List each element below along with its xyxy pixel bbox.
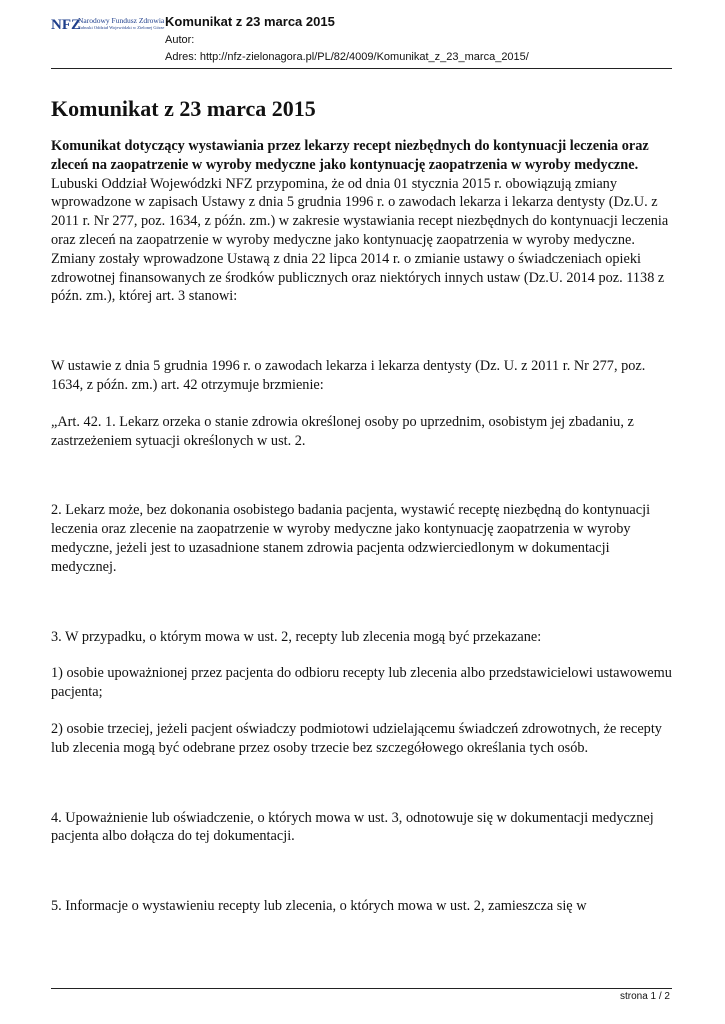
document-content	[51, 96, 676, 916]
paragraph-art42-intro: W ustawie z dnia 5 grudnia 1996 r. o zawodach lekarza i lekarza dentysty (Dz. U. z 2011 r. Nr 277, poz. 1634, z późn. zm.) art. 42 otrzymuje brzmienie:	[51, 358, 646, 393]
header-author: Autor:	[165, 34, 195, 46]
logo-text-line1: Narodowy Fundusz Zdrowia	[78, 16, 165, 25]
paragraph-ust3-pkt2: 2) osobie trzeciej, jeżeli pacjent oświadczy podmiotowi udzielającemu świadczeń zdrowotnych, że recepty lub zlecenia mogą być odebrane przez osoby trzecie bez szczegółowego określania tych osób.	[51, 720, 662, 756]
intro-paragraph: Lubuski Oddział Wojewódzki NFZ przypomina, że od dnia 01 stycznia 2015 r. obowiązują zmiany wprowadzone w zapisach Ustawy z dnia 5 grudnia 1996 r. o zawodach lekarza i lekarza dentysty (Dz.U. z 2011 r. Nr 277, poz. 1634, z późn. zm.) w zakresie wystawiania recept niezbędnych do kontynuacji leczenia oraz zleceń na zaopatrzenie w wyroby medyczne jako kontynuację zaopatrzenia w wyroby medyczne. Zmiany zostały wprowadzone Ustawą z dnia 22 lipca 2014 r. o zmianie ustawy o świadczeniach opieki zdrowotnej finansowanych ze środków publicznych oraz niektórych innych ustaw (Dz.U. 2014 poz. 1138 z późn. zm.), której art. 3 stanowi:	[51, 175, 669, 305]
header-info	[165, 12, 529, 66]
header-address: Adres: http://nfz-zielonagora.pl/PL/82/4009/Komunikat_z_23_marca_2015/	[165, 51, 529, 63]
paragraph-art42-ust3: 3. W przypadku, o którym mowa w ust. 2, recepty lub zlecenia mogą być przekazane:	[51, 628, 542, 645]
header-title: Komunikat z 23 marca 2015	[165, 14, 335, 29]
paragraph-ust3-pkt1: 1) osobie upoważnionej przez pacjenta do odbioru recepty lub zlecenia albo przedstawicielowi ustawowemu pacjenta;	[51, 665, 672, 701]
nfz-logo	[51, 15, 165, 41]
logo-mark: NFZ	[51, 17, 81, 33]
lead-paragraph: Komunikat dotyczący wystawiania przez lekarzy recept niezbędnych do kontynuacji leczenia oraz zleceń na zaopatrzenie w wyroby medyczne jako kontynuację zaopatrzenia w wyroby medyczne.	[51, 138, 649, 173]
paragraph-art42-ust2: 2. Lekarz może, bez dokonania osobistego badania pacjenta, wystawić receptę niezbędną do kontynuacji leczenia oraz zlecenie na zaopatrzenie w wyroby medyczne jako kontynuację zaopatrzenia w wyroby medyczne, jeżeli jest to uzasadnione stanem zdrowia pacjenta odzwierciedlonym w dokumentacji medycznej.	[51, 502, 651, 575]
paragraph-art42-ust5: 5. Informacje o wystawieniu recepty lub zlecenia, o których mowa w ust. 2, zamieszcza się w	[51, 898, 587, 915]
paragraph-art42-ust4: 4. Upoważnienie lub oświadczenie, o których mowa w ust. 3, odnotowuje się w dokumentacji medycznej pacjenta albo dołącza do tej dokumentacji.	[51, 809, 654, 845]
page-title: Komunikat z 23 marca 2015	[51, 96, 316, 121]
page-footer	[51, 988, 672, 1002]
page-number: strona 1 / 2	[619, 991, 670, 1002]
paragraph-art42-ust1: „Art. 42. 1. Lekarz orzeka o stanie zdrowia określonej osoby po uprzednim, osobistym jej zbadaniu, z zastrzeżeniem sytuacji określonych w ust. 2.	[51, 413, 634, 449]
logo-text-line2: Lubuski Oddział Wojewódzki w Zielonej Górze	[78, 25, 165, 30]
page-header	[51, 12, 672, 69]
